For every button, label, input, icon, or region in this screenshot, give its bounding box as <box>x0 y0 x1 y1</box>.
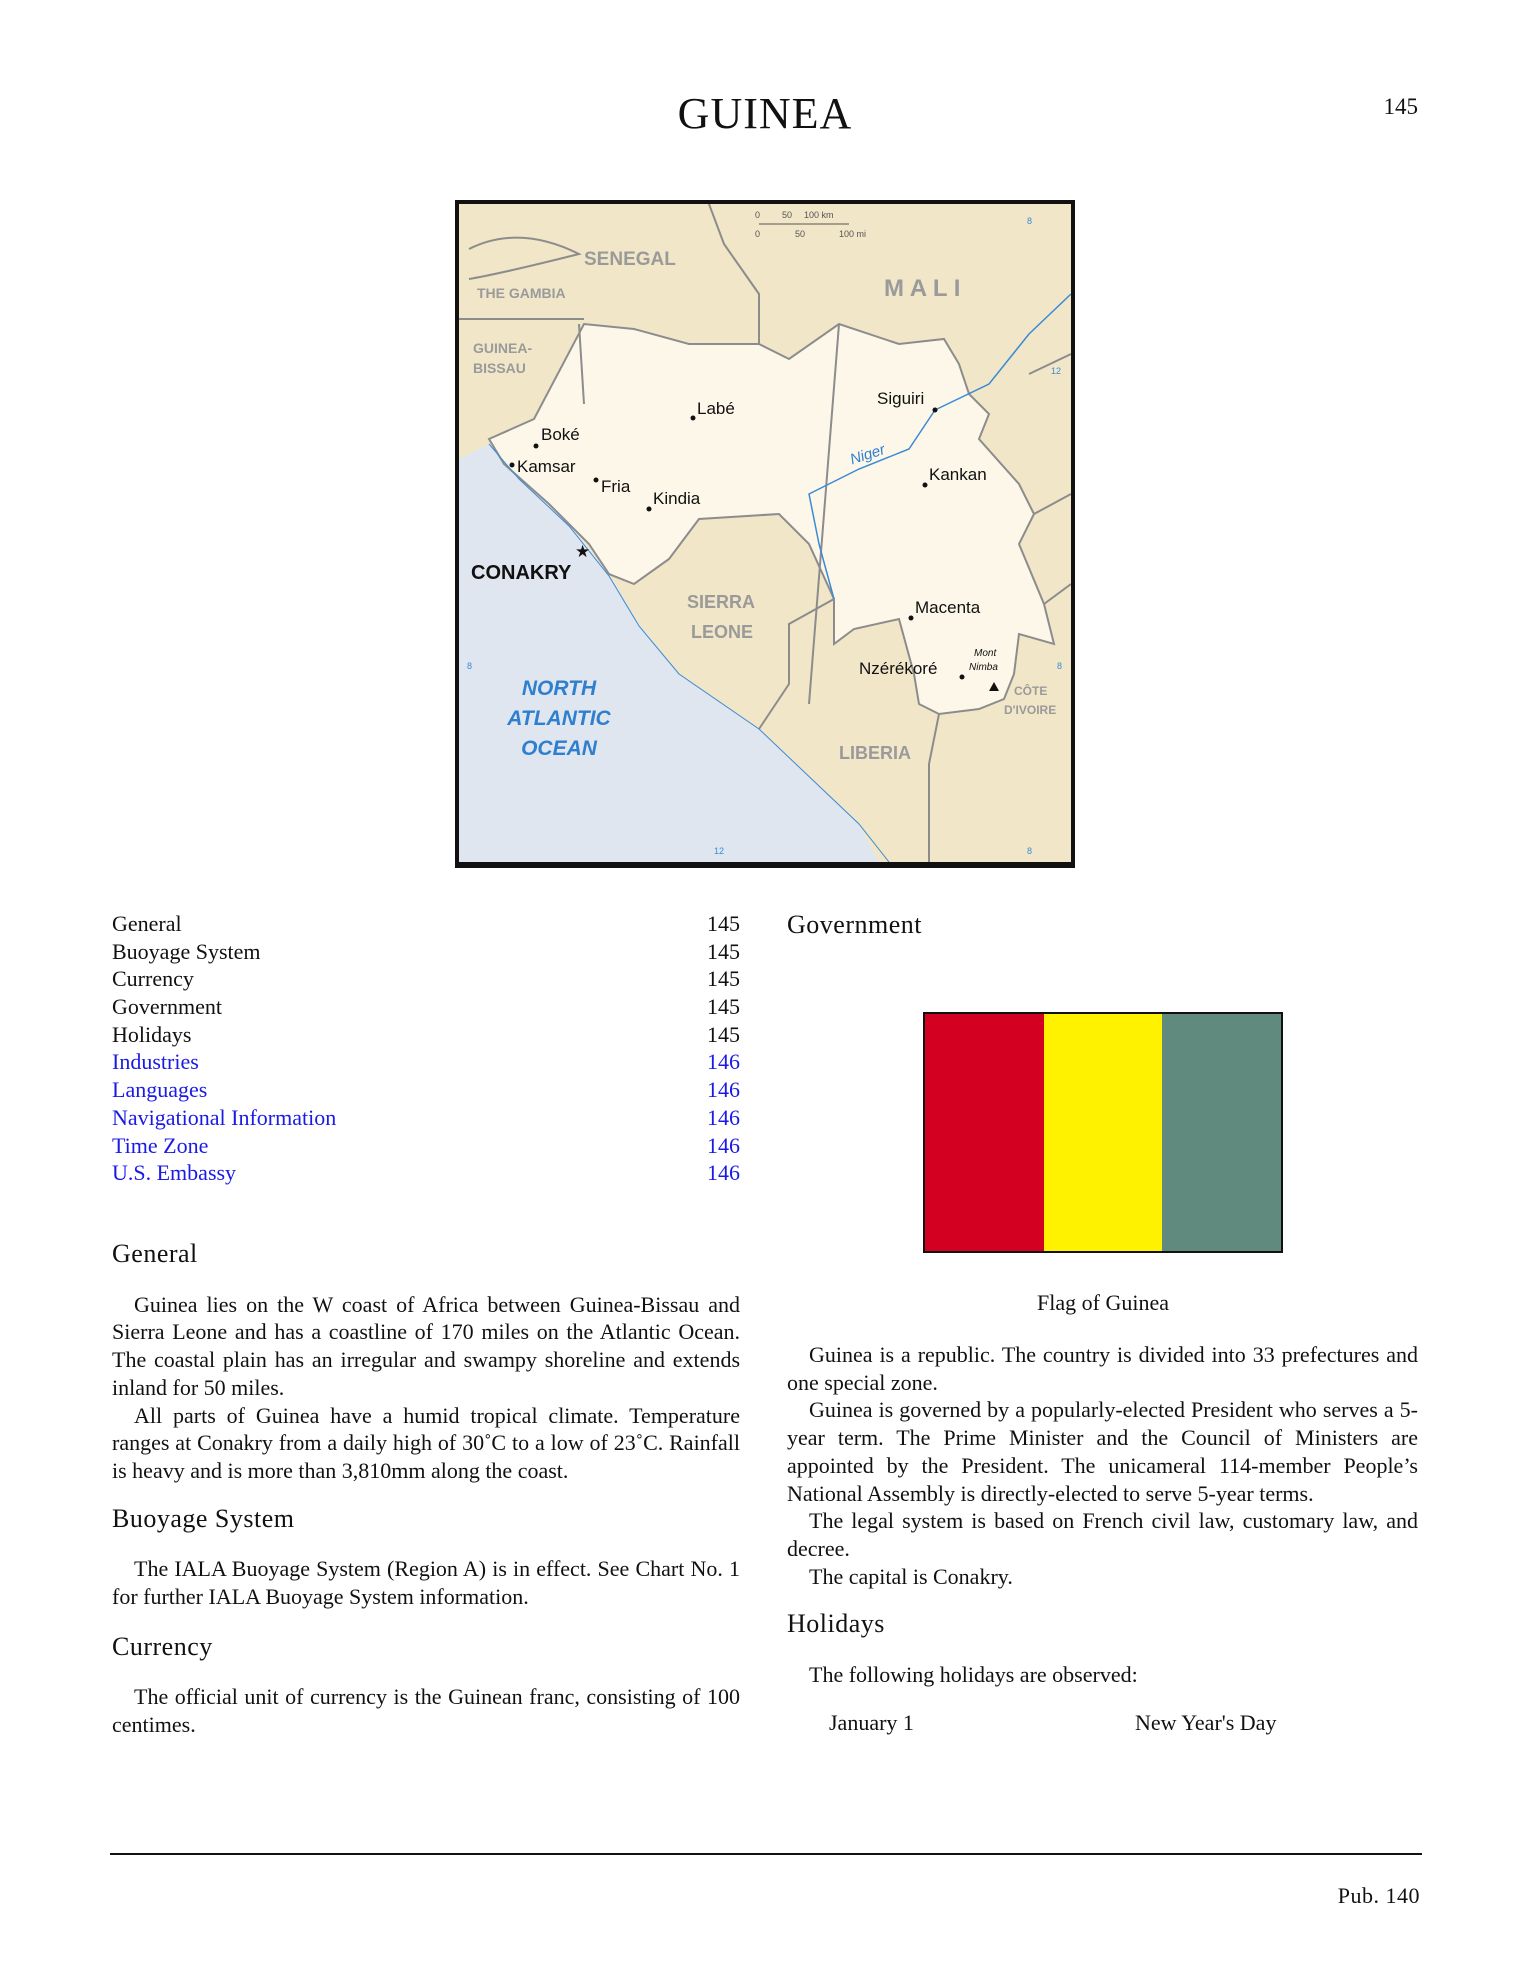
toc-entry <box>112 965 740 993</box>
toc-entry-label: Time Zone <box>112 1132 209 1158</box>
toc-entry <box>112 993 740 1021</box>
svg-text:8: 8 <box>1057 661 1063 671</box>
svg-text:D'IVOIRE: D'IVOIRE <box>1004 703 1057 717</box>
toc-entry-page: 146 <box>707 1104 740 1130</box>
svg-text:OCEAN: OCEAN <box>521 737 597 760</box>
toc-entry-page: 145 <box>707 938 740 964</box>
government-paragraph-3: The legal system is based on French civil law, customary law, and decree. <box>787 1508 1418 1561</box>
toc-entry <box>112 938 740 966</box>
svg-text:M A L I: M A L I <box>884 275 961 302</box>
general-paragraph-1: Guinea lies on the W coast of Africa between Guinea-Bissau and Sierra Leone and has a coastline of 170 miles on the Atlantic Ocean. The coastal plain has an irregular and swampy shoreline and extends inland for 50 miles. <box>112 1291 740 1400</box>
toc-entry[interactable] <box>112 1048 740 1076</box>
svg-text:Kamsar: Kamsar <box>517 457 576 476</box>
toc-entry-page: 146 <box>707 1160 740 1186</box>
right-column <box>787 1341 1418 1736</box>
svg-text:100 km: 100 km <box>804 210 834 220</box>
toc-entry[interactable] <box>112 1076 740 1104</box>
table-of-contents <box>112 910 740 1187</box>
svg-text:SIERRA: SIERRA <box>687 592 756 612</box>
holiday-row <box>787 1709 1418 1737</box>
publication-label: Pub. 140 <box>1337 1883 1420 1908</box>
toc-entry-label: Navigational Information <box>112 1104 337 1130</box>
flag-of-guinea <box>923 1012 1283 1253</box>
svg-text:8: 8 <box>1027 216 1033 226</box>
toc-entry-label: Holidays <box>112 1021 192 1047</box>
section-heading-government: Government <box>787 910 922 939</box>
holiday-name: New Year's Day <box>1135 1709 1277 1735</box>
government-paragraph-2: Guinea is governed by a popularly-elected President who serves a 5-year term. The Prime Minister and the Council of Ministers are appointed by the President. The unicameral 114-member People’s National Assembly is directly-elected to serve 5-year terms. <box>787 1397 1418 1506</box>
svg-text:LIBERIA: LIBERIA <box>839 743 911 763</box>
page-title: GUINEA <box>677 89 853 138</box>
holidays-intro: The following holidays are observed: <box>809 1662 1138 1688</box>
general-paragraph-2: All parts of Guinea have a humid tropical climate. Temperature ranges at Conakry from a daily high of 30˚C to a low of 23˚C. Rainfall is heavy and is more than 3,810mm along the coast. <box>112 1402 740 1483</box>
toc-entry-label: U.S. Embassy <box>112 1160 237 1186</box>
government-paragraph-4: The capital is Conakry. <box>809 1563 1013 1589</box>
svg-text:50: 50 <box>795 229 806 239</box>
toc-entry-label: Government <box>112 994 222 1020</box>
flag-stripe-yellow <box>1044 1014 1163 1251</box>
svg-text:Mont: Mont <box>974 648 997 659</box>
svg-text:THE GAMBIA: THE GAMBIA <box>477 285 566 301</box>
svg-text:CÔTE: CÔTE <box>1014 684 1048 698</box>
svg-text:★: ★ <box>575 542 591 561</box>
footer-rule <box>110 1853 1422 1855</box>
toc-entry-page: 146 <box>707 1132 740 1158</box>
flag-stripe-red <box>925 1014 1044 1251</box>
toc-entry-label: Buoyage System <box>112 938 261 964</box>
left-column <box>112 1240 740 1739</box>
svg-text:CONAKRY: CONAKRY <box>471 562 572 584</box>
section-heading-general: General <box>112 1239 198 1268</box>
toc-entry-page: 145 <box>707 994 740 1020</box>
svg-text:100 mi: 100 mi <box>839 229 867 239</box>
svg-text:50: 50 <box>782 210 793 220</box>
holiday-date: January 1 <box>829 1709 914 1735</box>
buoyage-paragraph: The IALA Buoyage System (Region A) is in effect. See Chart No. 1 for further IALA Buoyage System information. <box>112 1556 740 1610</box>
toc-entry[interactable] <box>112 1104 740 1132</box>
svg-text:Nzérékoré: Nzérékoré <box>859 659 938 678</box>
toc-entry-label: General <box>112 911 182 936</box>
flag-caption: Flag of Guinea <box>1037 1290 1169 1315</box>
svg-text:ATLANTIC: ATLANTIC <box>507 707 611 730</box>
guinea-map <box>455 200 1075 868</box>
svg-text:Labé: Labé <box>697 399 735 418</box>
currency-paragraph: The official unit of currency is the Guinean franc, consisting of 100 centimes. <box>112 1684 740 1738</box>
svg-text:Macenta: Macenta <box>915 598 981 617</box>
flag-stripe-green <box>1162 1014 1281 1251</box>
svg-text:Kankan: Kankan <box>929 465 987 484</box>
svg-text:8: 8 <box>467 661 473 671</box>
section-heading-holidays: Holidays <box>787 1609 885 1639</box>
svg-text:12: 12 <box>714 846 725 856</box>
svg-text:Nimba: Nimba <box>969 662 998 673</box>
toc-entry-page: 145 <box>707 966 740 992</box>
toc-entry-label: Currency <box>112 966 194 992</box>
svg-text:BISSAU: BISSAU <box>473 360 526 376</box>
svg-text:12: 12 <box>1051 366 1062 376</box>
svg-text:NORTH: NORTH <box>521 677 597 700</box>
svg-text:Kindia: Kindia <box>653 489 701 508</box>
page-number: 145 <box>1383 94 1418 119</box>
svg-text:GUINEA-: GUINEA- <box>473 340 533 356</box>
toc-entry-page: 146 <box>707 1049 740 1075</box>
toc-entry-page: 145 <box>707 1021 740 1047</box>
svg-text:8: 8 <box>1027 846 1033 856</box>
toc-entry-page: 145 <box>707 911 740 936</box>
svg-text:Fria: Fria <box>601 477 631 496</box>
government-paragraph-1: Guinea is a republic. The country is divided into 33 prefectures and one special zone. <box>787 1342 1418 1395</box>
svg-text:LEONE: LEONE <box>691 622 754 642</box>
toc-entry <box>112 910 740 938</box>
toc-entry[interactable] <box>112 1159 740 1187</box>
svg-text:Niger: Niger <box>847 441 888 469</box>
toc-entry[interactable] <box>112 1132 740 1160</box>
toc-entry-page: 146 <box>707 1077 740 1103</box>
svg-text:0: 0 <box>755 210 761 220</box>
svg-text:0: 0 <box>755 229 761 239</box>
toc-entry-label: Industries <box>112 1049 199 1075</box>
toc-entry <box>112 1021 740 1049</box>
svg-text:Boké: Boké <box>541 425 580 444</box>
svg-text:Siguiri: Siguiri <box>877 389 925 408</box>
svg-text:SENEGAL: SENEGAL <box>584 249 676 270</box>
toc-entry-label: Languages <box>112 1077 208 1103</box>
section-heading-buoyage: Buoyage System <box>112 1503 295 1533</box>
section-heading-currency: Currency <box>112 1631 213 1661</box>
